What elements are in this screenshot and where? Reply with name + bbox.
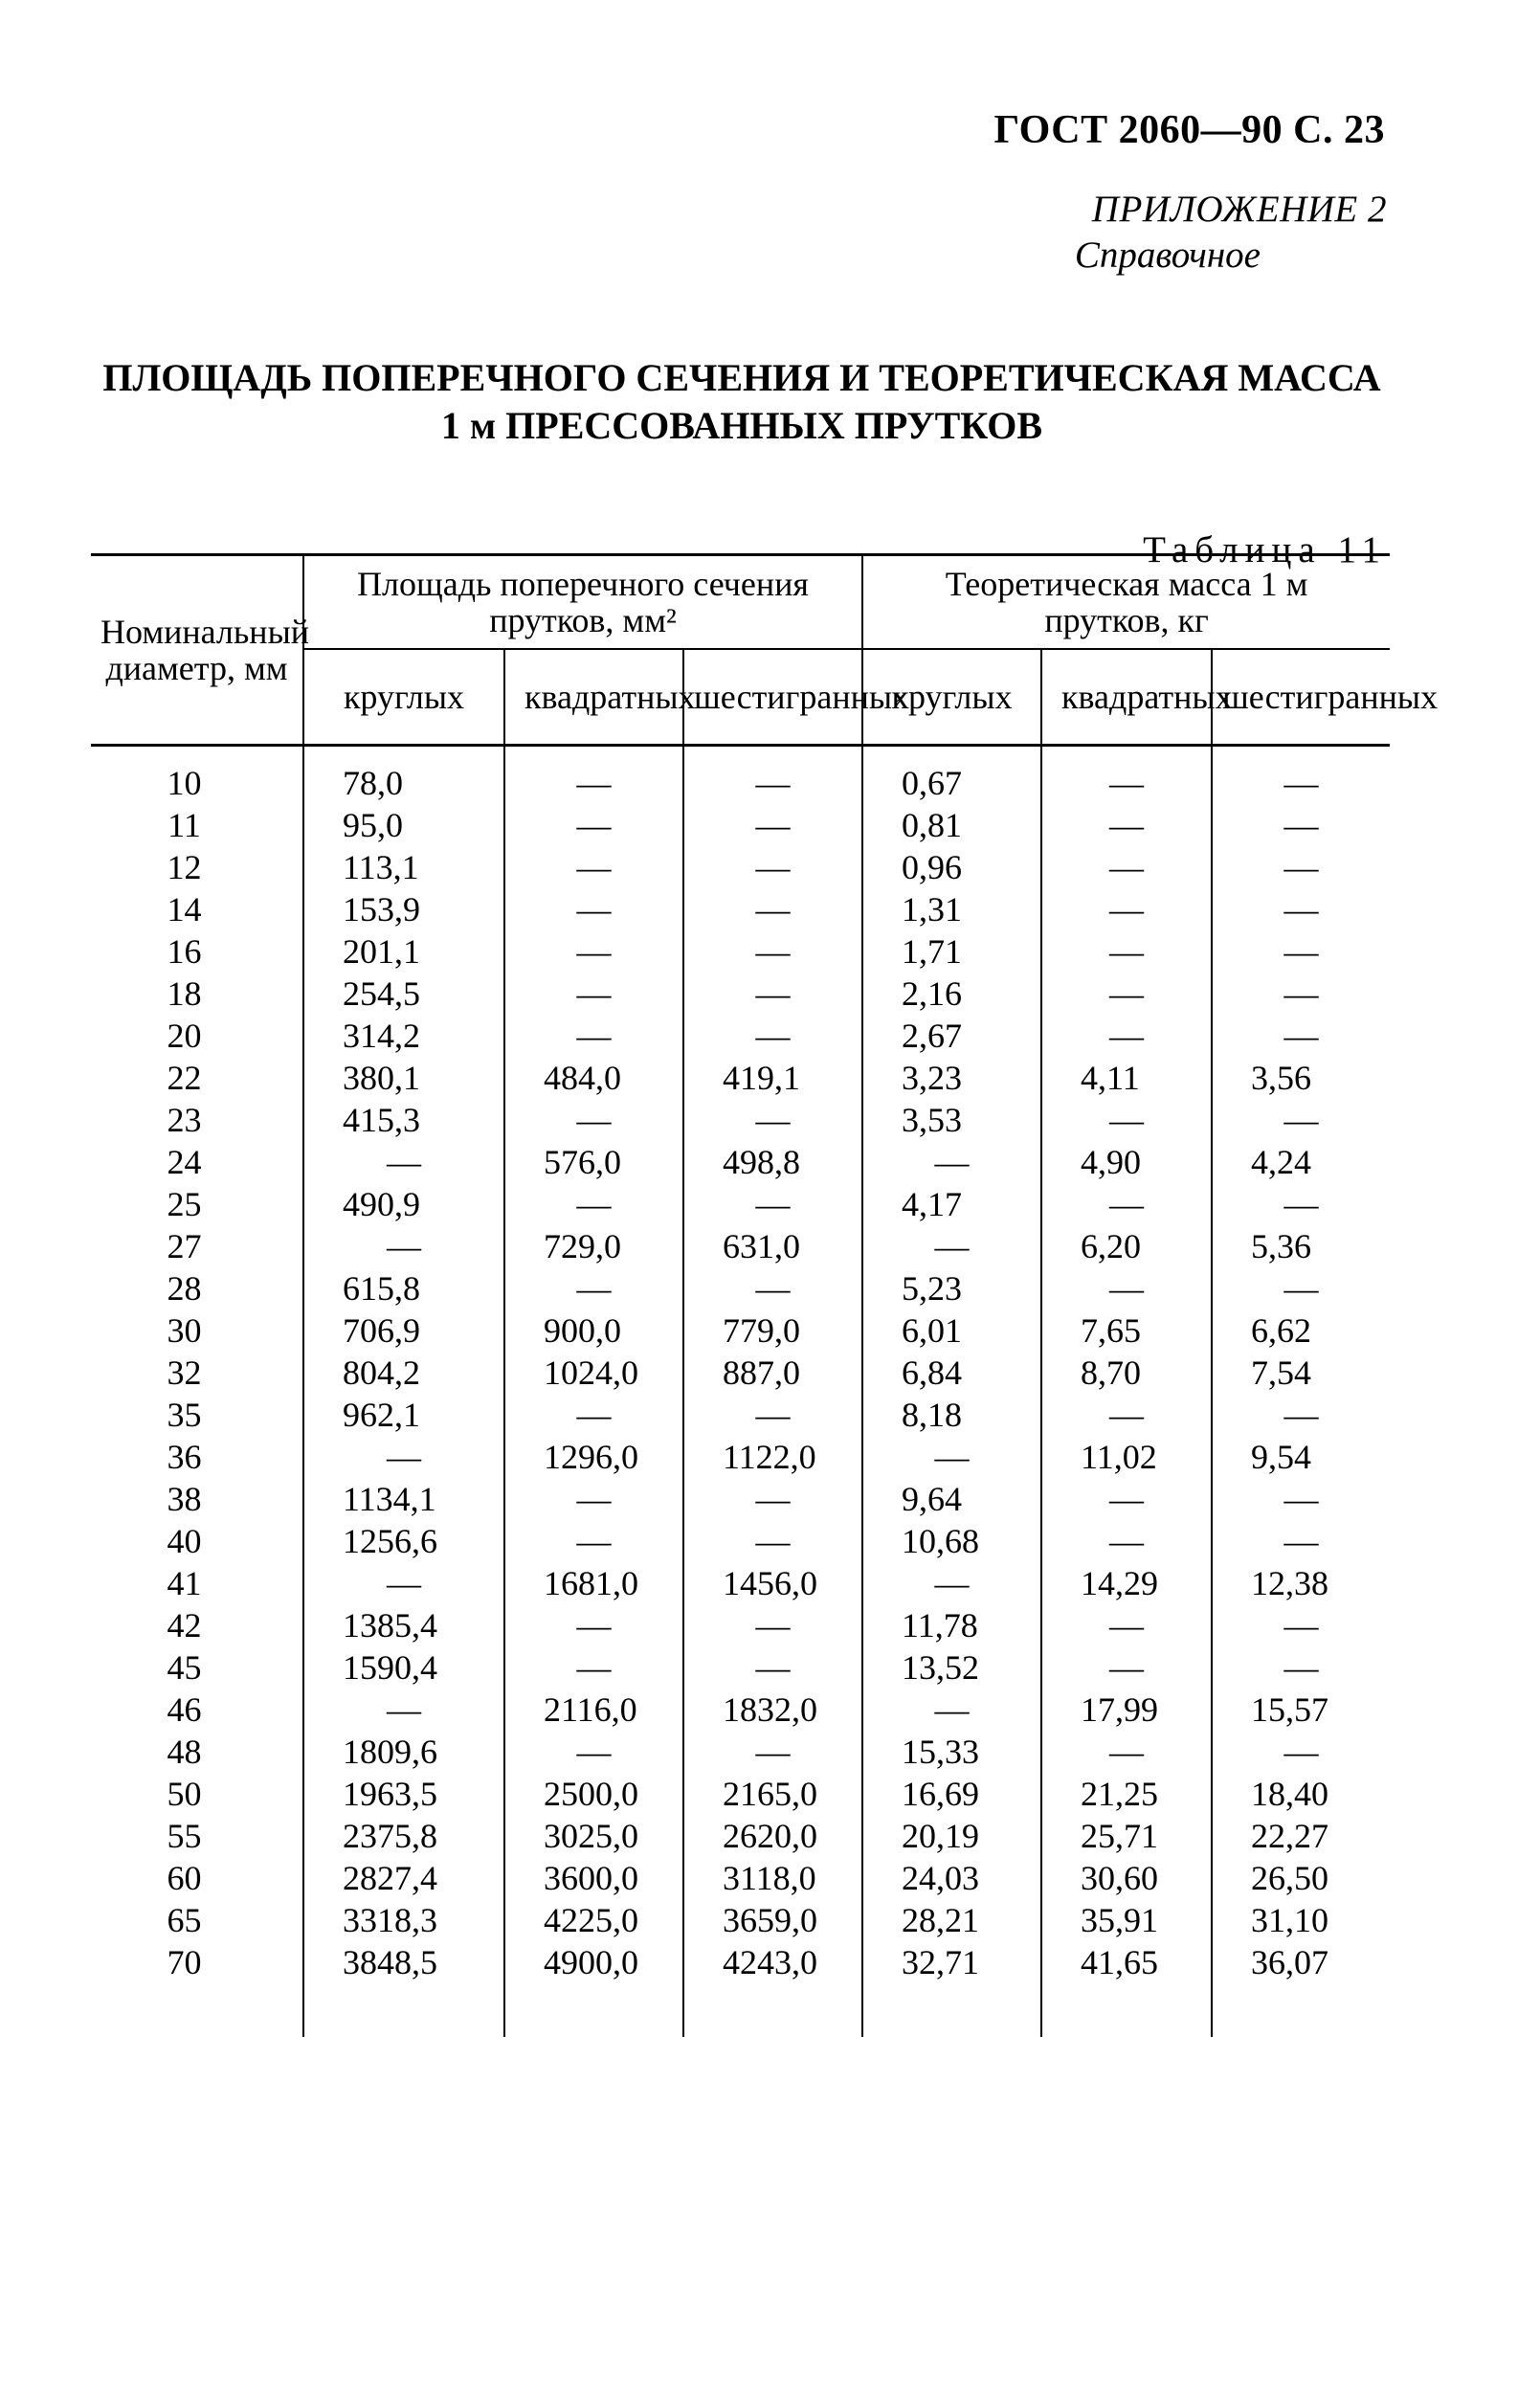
cell-diameter: 38 (167, 1480, 202, 1518)
cell-diameter: 65 (167, 1901, 202, 1939)
cell-area-round: 2375,8 (303, 1815, 504, 1857)
header-area-round: круглых (303, 649, 504, 746)
table-row (91, 1352, 1390, 1394)
cell-area-square: 3600,0 (504, 1857, 683, 1899)
cell-diameter: 24 (167, 1143, 202, 1181)
appendix-label: ПРИЛОЖЕНИЕ 2 (1091, 189, 1387, 230)
cell-area-hex: 1122,0 (683, 1436, 862, 1478)
cell-diameter: 10 (167, 764, 202, 802)
table-caption: Таблица 11 (1143, 529, 1387, 571)
cell-mass-square: 17,99 (1041, 1689, 1212, 1731)
cell-mass-hex: — (1212, 1099, 1390, 1141)
cell-diameter: 42 (167, 1606, 202, 1644)
cell-diameter: 27 (167, 1227, 202, 1265)
cell-mass-round: 32,71 (862, 1941, 1041, 2037)
cell-area-hex: — (683, 1731, 862, 1773)
cell-area-hex: 419,1 (683, 1057, 862, 1099)
cell-diameter: 30 (167, 1311, 202, 1350)
document-reference: ГОСТ 2060—90 С. 23 (993, 108, 1385, 152)
table-row (91, 1141, 1390, 1183)
cell-area-square: 729,0 (504, 1225, 683, 1267)
cell-mass-square: — (1041, 1604, 1212, 1646)
cell-area-round: 1590,4 (303, 1646, 504, 1689)
cell-area-square: 1296,0 (504, 1436, 683, 1478)
cell-mass-hex: — (1212, 1015, 1390, 1057)
cell-area-round: — (303, 1436, 504, 1478)
cell-area-hex: 631,0 (683, 1225, 862, 1267)
cell-mass-round: 20,19 (862, 1815, 1041, 1857)
table-row (91, 1562, 1390, 1604)
cell-mass-round: 6,84 (862, 1352, 1041, 1394)
cell-area-hex: 2165,0 (683, 1773, 862, 1815)
header-mass-round: круглых (862, 649, 1041, 746)
cell-area-hex: — (683, 1183, 862, 1225)
cell-diameter: 41 (167, 1564, 202, 1602)
cell-diameter: 23 (167, 1101, 202, 1139)
cell-area-round: 1134,1 (303, 1478, 504, 1520)
cell-diameter: 48 (167, 1733, 202, 1771)
cell-diameter: 50 (167, 1775, 202, 1813)
cell-mass-hex: 18,40 (1212, 1773, 1390, 1815)
cell-diameter: 28 (167, 1269, 202, 1308)
table-row (91, 746, 1390, 805)
cell-mass-round: 6,01 (862, 1309, 1041, 1352)
table-row (91, 1520, 1390, 1562)
cell-area-round: 380,1 (303, 1057, 504, 1099)
cell-area-square: 2500,0 (504, 1773, 683, 1815)
cell-mass-square: — (1041, 1099, 1212, 1141)
cell-mass-hex: 12,38 (1212, 1562, 1390, 1604)
cell-mass-hex: 5,36 (1212, 1225, 1390, 1267)
cell-mass-square: — (1041, 1183, 1212, 1225)
cell-mass-hex: — (1212, 930, 1390, 973)
cell-mass-hex: 6,62 (1212, 1309, 1390, 1352)
table-body (91, 746, 1390, 2038)
cell-mass-round: 4,17 (862, 1183, 1041, 1225)
cell-area-hex: — (683, 1520, 862, 1562)
cell-mass-square: 8,70 (1041, 1352, 1212, 1394)
cell-mass-hex: — (1212, 804, 1390, 846)
cell-area-round: 153,9 (303, 888, 504, 930)
cell-mass-square: — (1041, 930, 1212, 973)
cell-area-hex: — (683, 888, 862, 930)
table-row (91, 1731, 1390, 1773)
cell-area-square: — (504, 1099, 683, 1141)
cell-mass-round: — (862, 1562, 1041, 1604)
cell-area-round: 490,9 (303, 1183, 504, 1225)
cell-mass-hex: — (1212, 888, 1390, 930)
cell-mass-hex: 9,54 (1212, 1436, 1390, 1478)
cell-area-square: — (504, 930, 683, 973)
cell-area-round: 1256,6 (303, 1520, 504, 1562)
cell-mass-square: 4,11 (1041, 1057, 1212, 1099)
cell-mass-round: — (862, 1225, 1041, 1267)
cell-mass-round: 13,52 (862, 1646, 1041, 1689)
cell-mass-square: 11,02 (1041, 1436, 1212, 1478)
cell-area-hex: — (683, 930, 862, 973)
cell-mass-round: — (862, 1689, 1041, 1731)
cell-area-hex: 1456,0 (683, 1562, 862, 1604)
table-row (91, 1015, 1390, 1057)
cell-mass-hex: — (1212, 1394, 1390, 1436)
cell-mass-square: 4,90 (1041, 1141, 1212, 1183)
header-diameter: Номинальный диаметр, мм (91, 555, 303, 746)
cell-mass-round: 1,71 (862, 930, 1041, 973)
cell-mass-round: 2,67 (862, 1015, 1041, 1057)
table-row (91, 930, 1390, 973)
cell-area-round: 962,1 (303, 1394, 504, 1436)
cell-area-square: — (504, 1267, 683, 1309)
cell-area-square: — (504, 1604, 683, 1646)
cell-mass-square: — (1041, 746, 1212, 805)
table-row (91, 1899, 1390, 1941)
cell-area-square: — (504, 1731, 683, 1773)
cell-mass-hex: — (1212, 1646, 1390, 1689)
cell-diameter: 35 (167, 1396, 202, 1434)
cell-mass-round: 24,03 (862, 1857, 1041, 1899)
cell-diameter: 16 (167, 932, 202, 971)
cell-mass-square: 30,60 (1041, 1857, 1212, 1899)
cell-area-round: — (303, 1141, 504, 1183)
cell-area-square: — (504, 1646, 683, 1689)
cell-mass-round: 0,67 (862, 746, 1041, 805)
cell-mass-hex: 26,50 (1212, 1857, 1390, 1899)
cell-area-hex: 3659,0 (683, 1899, 862, 1941)
table-row (91, 1646, 1390, 1689)
cell-mass-round: 10,68 (862, 1520, 1041, 1562)
cell-mass-round: 0,81 (862, 804, 1041, 846)
cell-mass-square: — (1041, 888, 1212, 930)
cell-area-square: — (504, 888, 683, 930)
cell-area-round: — (303, 1225, 504, 1267)
cell-mass-hex: — (1212, 1478, 1390, 1520)
cell-mass-round: 16,69 (862, 1773, 1041, 1815)
table-row (91, 1225, 1390, 1267)
cell-mass-square: 14,29 (1041, 1562, 1212, 1604)
cell-diameter: 60 (167, 1859, 202, 1897)
cell-area-hex: — (683, 973, 862, 1015)
cell-mass-square: — (1041, 1267, 1212, 1309)
cell-area-round: 1963,5 (303, 1773, 504, 1815)
cell-mass-hex: — (1212, 746, 1390, 805)
page-title (96, 354, 1388, 450)
cell-diameter: 22 (167, 1059, 202, 1097)
cell-mass-hex: 3,56 (1212, 1057, 1390, 1099)
cell-area-round: 3318,3 (303, 1899, 504, 1941)
cross-section-table (91, 553, 1439, 2037)
cell-mass-hex: — (1212, 1731, 1390, 1773)
cell-area-square: — (504, 1478, 683, 1520)
cell-diameter: 40 (167, 1522, 202, 1560)
cell-area-square: 2116,0 (504, 1689, 683, 1731)
cell-area-hex: — (683, 1267, 862, 1309)
cell-area-square: — (504, 1015, 683, 1057)
cell-area-square: — (504, 1520, 683, 1562)
cell-diameter: 25 (167, 1185, 202, 1223)
cell-diameter: 18 (167, 974, 202, 1013)
cell-area-square: 1024,0 (504, 1352, 683, 1394)
cell-area-round: 201,1 (303, 930, 504, 973)
cell-mass-round: — (862, 1141, 1041, 1183)
table-row (91, 1394, 1390, 1436)
cell-mass-square: 35,91 (1041, 1899, 1212, 1941)
cell-area-square: 484,0 (504, 1057, 683, 1099)
cell-diameter: 46 (167, 1690, 202, 1729)
cell-area-hex: — (683, 846, 862, 888)
cell-mass-round: 11,78 (862, 1604, 1041, 1646)
title-line-2: 1 м ПРЕССОВАННЫХ ПРУТКОВ (440, 404, 1043, 447)
cell-mass-hex: — (1212, 1267, 1390, 1309)
cell-area-hex: 1832,0 (683, 1689, 862, 1731)
cell-area-hex: — (683, 1015, 862, 1057)
cell-area-square: — (504, 1183, 683, 1225)
table-row (91, 1309, 1390, 1352)
cell-area-square: — (504, 1394, 683, 1436)
table-row (91, 1815, 1390, 1857)
cell-mass-hex: 15,57 (1212, 1689, 1390, 1731)
cell-mass-square: 21,25 (1041, 1773, 1212, 1815)
cell-area-round: 804,2 (303, 1352, 504, 1394)
cell-area-square: — (504, 746, 683, 805)
cell-area-round: 415,3 (303, 1099, 504, 1141)
table-row (91, 846, 1390, 888)
table-row (91, 1773, 1390, 1815)
table-row (91, 973, 1390, 1015)
cell-area-round: 706,9 (303, 1309, 504, 1352)
cell-diameter: 32 (167, 1354, 202, 1392)
table-row (91, 1267, 1390, 1309)
appendix-type: Справочное (1074, 235, 1261, 276)
cell-mass-square: 25,71 (1041, 1815, 1212, 1857)
cell-mass-square: — (1041, 1478, 1212, 1520)
cell-mass-hex: — (1212, 1183, 1390, 1225)
cell-diameter: 55 (167, 1817, 202, 1855)
cell-mass-hex: 36,07 (1212, 1941, 1390, 2037)
cell-diameter: 14 (167, 890, 202, 929)
cell-mass-hex: — (1212, 1520, 1390, 1562)
cell-area-hex: 498,8 (683, 1141, 862, 1183)
header-mass-square: квадратных (1041, 649, 1212, 746)
cell-mass-hex: 4,24 (1212, 1141, 1390, 1183)
cell-mass-square: — (1041, 1646, 1212, 1689)
cell-diameter: 11 (167, 806, 201, 844)
cell-area-hex: 4243,0 (683, 1941, 862, 2037)
table-row (91, 1183, 1390, 1225)
cell-area-square: 576,0 (504, 1141, 683, 1183)
cell-area-square: 4900,0 (504, 1941, 683, 2037)
table-row (91, 1478, 1390, 1520)
cell-mass-round: 28,21 (862, 1899, 1041, 1941)
cell-mass-hex: — (1212, 846, 1390, 888)
cell-area-hex: — (683, 804, 862, 846)
cell-mass-round: 8,18 (862, 1394, 1041, 1436)
header-mass-hex: шестигранных (1212, 649, 1390, 746)
cell-area-round: 113,1 (303, 846, 504, 888)
cell-mass-square: — (1041, 1015, 1212, 1057)
cell-mass-hex: 22,27 (1212, 1815, 1390, 1857)
title-line-1: ПЛОЩАДЬ ПОПЕРЕЧНОГО СЕЧЕНИЯ И ТЕОРЕТИЧЕСКАЯ МАССА (102, 356, 1381, 399)
cell-area-hex: 3118,0 (683, 1857, 862, 1899)
cell-mass-round: 1,31 (862, 888, 1041, 930)
cell-area-hex: 779,0 (683, 1309, 862, 1352)
header-row-groups (91, 555, 1390, 650)
cell-mass-square: — (1041, 1520, 1212, 1562)
cell-mass-square: — (1041, 846, 1212, 888)
cell-area-hex: 2620,0 (683, 1815, 862, 1857)
cell-area-square: — (504, 804, 683, 846)
cell-area-hex: — (683, 1478, 862, 1520)
cell-area-hex: 887,0 (683, 1352, 862, 1394)
cell-mass-round: 0,96 (862, 846, 1041, 888)
cell-area-hex: — (683, 1394, 862, 1436)
cell-area-round: 2827,4 (303, 1857, 504, 1899)
table-row (91, 1604, 1390, 1646)
cell-mass-hex: — (1212, 1604, 1390, 1646)
cell-area-round: 78,0 (303, 746, 504, 805)
cell-area-square: 1681,0 (504, 1562, 683, 1604)
cell-area-square: — (504, 973, 683, 1015)
cell-mass-hex: — (1212, 973, 1390, 1015)
header-area-square: квадратных (504, 649, 683, 746)
cell-diameter: 70 (167, 1943, 202, 1981)
table-row (91, 1057, 1390, 1099)
cell-mass-square: — (1041, 1731, 1212, 1773)
cell-mass-square: — (1041, 1394, 1212, 1436)
cell-mass-round: 15,33 (862, 1731, 1041, 1773)
cell-diameter: 36 (167, 1438, 202, 1476)
cell-mass-round: 5,23 (862, 1267, 1041, 1309)
cell-area-round: 1809,6 (303, 1731, 504, 1773)
cell-area-round: — (303, 1562, 504, 1604)
cell-mass-hex: 7,54 (1212, 1352, 1390, 1394)
cell-area-round: 3848,5 (303, 1941, 504, 2037)
cell-area-square: 4225,0 (504, 1899, 683, 1941)
cell-area-hex: — (683, 746, 862, 805)
cell-mass-round: 2,16 (862, 973, 1041, 1015)
table-row (91, 804, 1390, 846)
cell-area-round: 1385,4 (303, 1604, 504, 1646)
cell-area-square: 3025,0 (504, 1815, 683, 1857)
cell-mass-square: 41,65 (1041, 1941, 1212, 2037)
header-area-hex: шестигранных (683, 649, 862, 746)
cell-area-round: 254,5 (303, 973, 504, 1015)
table-row (91, 1099, 1390, 1141)
table-row (91, 1436, 1390, 1478)
cell-area-round: 615,8 (303, 1267, 504, 1309)
cell-mass-round: 3,53 (862, 1099, 1041, 1141)
cell-area-round: 314,2 (303, 1015, 504, 1057)
table-row (91, 1689, 1390, 1731)
cell-diameter: 45 (167, 1648, 202, 1687)
header-area-group: Площадь поперечного сечения прутков, мм² (303, 555, 862, 650)
cell-mass-square: — (1041, 973, 1212, 1015)
cell-area-hex: — (683, 1646, 862, 1689)
header-mass-group: Теоретическая масса 1 м прутков, кг (862, 555, 1390, 650)
cell-area-hex: — (683, 1099, 862, 1141)
cell-area-square: 900,0 (504, 1309, 683, 1352)
table-row (91, 1857, 1390, 1899)
cell-mass-round: 9,64 (862, 1478, 1041, 1520)
cell-mass-square: 6,20 (1041, 1225, 1212, 1267)
cell-diameter: 20 (167, 1017, 202, 1055)
cell-mass-square: 7,65 (1041, 1309, 1212, 1352)
cell-mass-hex: 31,10 (1212, 1899, 1390, 1941)
table-row (91, 1941, 1390, 2037)
table-row (91, 888, 1390, 930)
cell-area-round: 95,0 (303, 804, 504, 846)
cell-diameter: 12 (167, 848, 202, 886)
cell-area-square: — (504, 846, 683, 888)
cell-mass-round: 3,23 (862, 1057, 1041, 1099)
cell-area-hex: — (683, 1604, 862, 1646)
cell-mass-square: — (1041, 804, 1212, 846)
cell-area-round: — (303, 1689, 504, 1731)
cell-mass-round: — (862, 1436, 1041, 1478)
